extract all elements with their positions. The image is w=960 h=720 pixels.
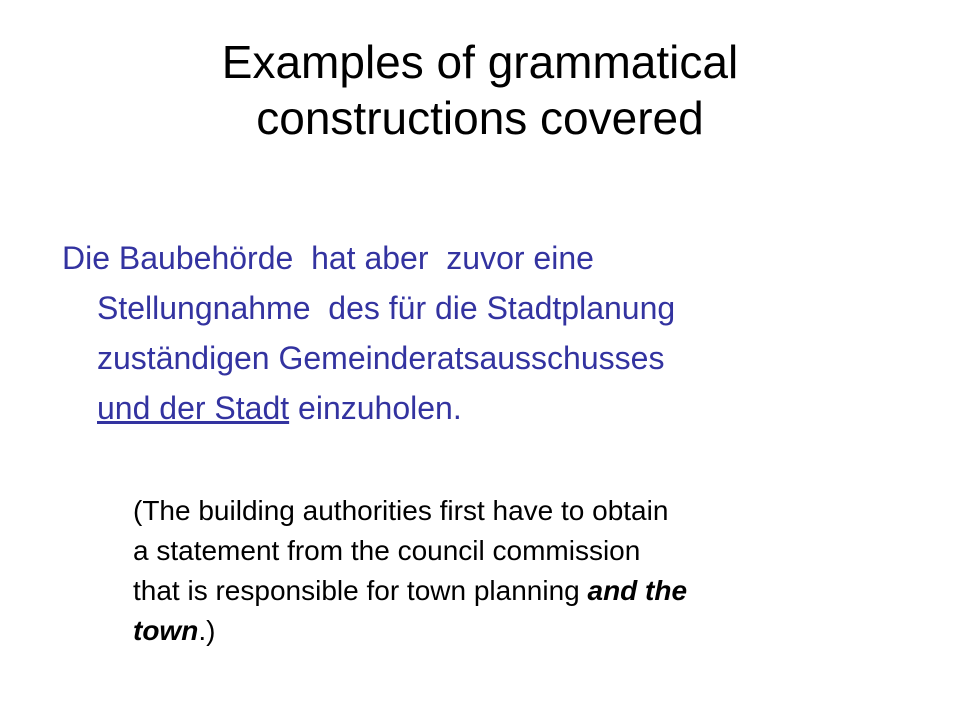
english-line-2: a statement from the council commission bbox=[133, 535, 641, 566]
german-line-4-rest: einzuholen. bbox=[289, 390, 462, 426]
slide-title-line-2: constructions covered bbox=[256, 92, 704, 144]
english-line-4 bbox=[133, 611, 687, 651]
slide-title bbox=[0, 34, 960, 146]
german-coordinated-phrase: und der Stadt bbox=[97, 390, 290, 426]
english-emphasis-town: town bbox=[133, 615, 199, 646]
german-line-2: Stellungnahme des für die Stadtplanung bbox=[97, 290, 676, 326]
german-line-4 bbox=[62, 383, 675, 433]
english-line-3-plain: that is responsible for town planning bbox=[133, 575, 588, 606]
english-translation bbox=[133, 491, 687, 651]
german-line-3: zuständigen Gemeinderatsausschusses bbox=[97, 340, 665, 376]
english-line-1: (The building authorities first have to obtain bbox=[133, 495, 669, 526]
english-emphasis-and-the: and the bbox=[587, 575, 688, 606]
english-line-4-rest: .) bbox=[198, 615, 216, 646]
slide-title-line-1: Examples of grammatical bbox=[221, 36, 739, 88]
german-example-sentence bbox=[62, 233, 675, 433]
german-line-1: Die Baubehörde hat aber zuvor eine bbox=[62, 240, 594, 276]
english-line-3 bbox=[133, 571, 687, 611]
